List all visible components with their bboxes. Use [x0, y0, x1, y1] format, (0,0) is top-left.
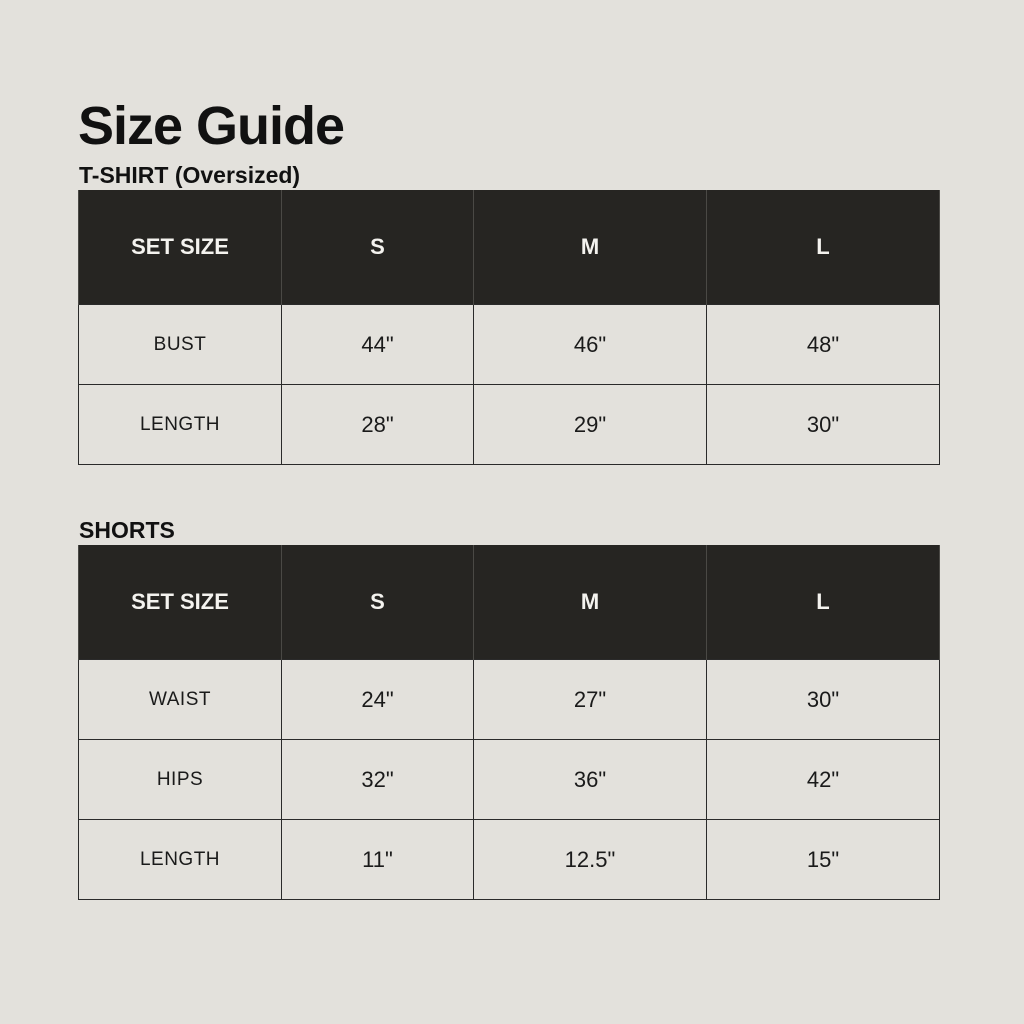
cell-value: 11"	[282, 820, 474, 900]
cell-value: 46"	[474, 305, 707, 385]
tshirt-section-title: T-SHIRT (Oversized)	[79, 162, 301, 188]
row-label: LENGTH	[79, 820, 282, 900]
cell-value: 36"	[474, 740, 707, 820]
cell-value: 32"	[282, 740, 474, 820]
cell-value: 44"	[282, 305, 474, 385]
cell-value: 48"	[707, 305, 940, 385]
row-label: WAIST	[79, 660, 282, 740]
cell-value: 15"	[707, 820, 940, 900]
table-header-row	[79, 190, 940, 305]
shorts-section-title: SHORTS	[79, 517, 175, 543]
page-title: Size Guide	[78, 96, 345, 156]
table-header-row	[79, 545, 940, 660]
row-label: HIPS	[79, 740, 282, 820]
header-size-m: M	[474, 545, 707, 660]
cell-value: 42"	[707, 740, 940, 820]
row-label: BUST	[79, 305, 282, 385]
cell-value: 28"	[282, 385, 474, 465]
cell-value: 29"	[474, 385, 707, 465]
shorts-size-table	[78, 545, 940, 900]
cell-value: 30"	[707, 660, 940, 740]
cell-value: 27"	[474, 660, 707, 740]
tshirt-size-table	[78, 190, 940, 465]
cell-value: 12.5"	[474, 820, 707, 900]
header-size-s: S	[282, 545, 474, 660]
table-row-bust	[79, 305, 940, 385]
header-size-l: L	[707, 545, 940, 660]
row-label: LENGTH	[79, 385, 282, 465]
table-row-waist	[79, 660, 940, 740]
header-size-l: L	[707, 190, 940, 305]
header-set-size: SET SIZE	[79, 545, 282, 660]
table-row-length	[79, 385, 940, 465]
table-row-hips	[79, 740, 940, 820]
header-size-m: M	[474, 190, 707, 305]
cell-value: 30"	[707, 385, 940, 465]
table-row-length	[79, 820, 940, 900]
header-size-s: S	[282, 190, 474, 305]
header-set-size: SET SIZE	[79, 190, 282, 305]
cell-value: 24"	[282, 660, 474, 740]
